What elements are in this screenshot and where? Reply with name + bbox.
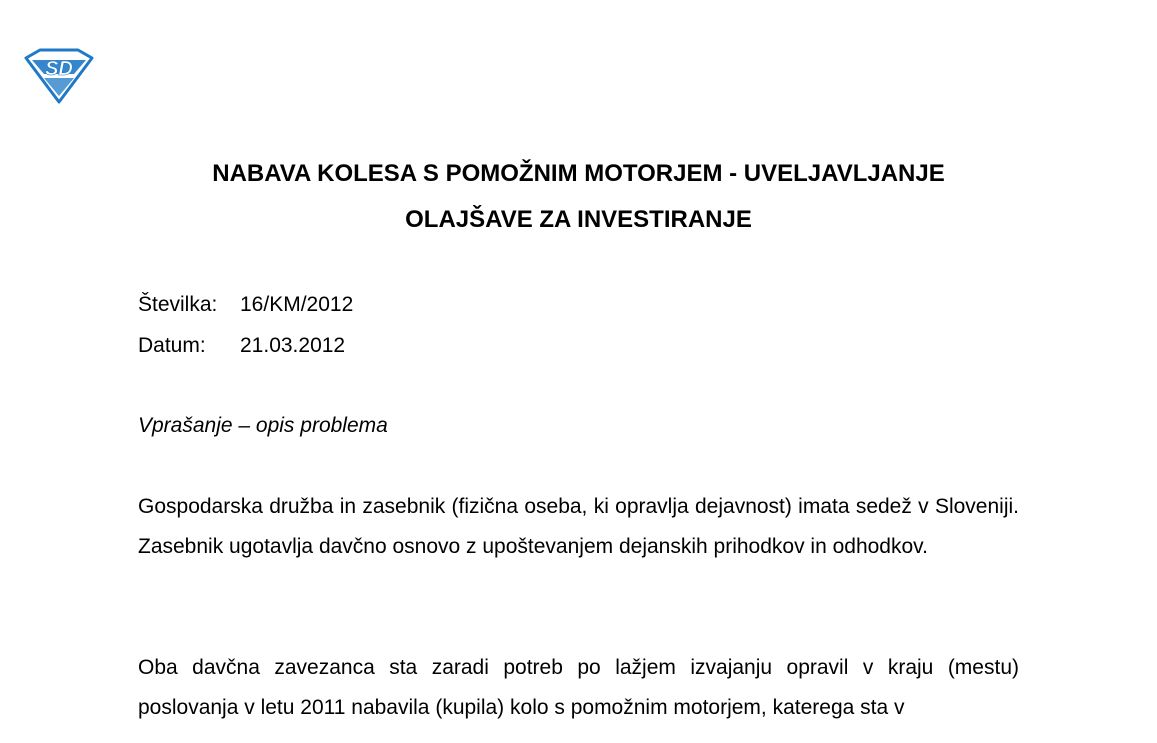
section-heading: Vprašanje – opis problema — [138, 414, 388, 437]
document-number-row — [138, 292, 353, 318]
paragraph-1: Gospodarska družba in zasebnik (fizična oseba, ki opravlja dejavnost) imata sedež v Sloveniji. Zasebnik ugotavlja davčno osnovo z upoštevanjem dejanskih prihodkov in odhodkov. — [138, 495, 1019, 558]
document-date-value: 21.03.2012 — [240, 334, 346, 357]
logo-text: SD — [45, 58, 73, 80]
document-number-label: Številka: — [138, 293, 218, 316]
document-date-row — [138, 333, 345, 359]
sd-shield-logo-icon — [22, 48, 96, 104]
document-date-label: Datum: — [138, 334, 206, 357]
document-number-value: 16/KM/2012 — [240, 293, 354, 316]
document-title-line1: NABAVA KOLESA S POMOŽNIM MOTORJEM - UVELJAVLJANJE — [212, 160, 945, 187]
paragraph-2: Oba davčna zavezanca sta zaradi potreb po lažjem izvajanju opravil v kraju (mestu) poslovanja v letu 2011 nabavila (kupila) kolo s pomožnim motorjem, katerega sta v — [138, 656, 1019, 719]
document-title-line2: OLAJŠAVE ZA INVESTIRANJE — [405, 206, 752, 233]
